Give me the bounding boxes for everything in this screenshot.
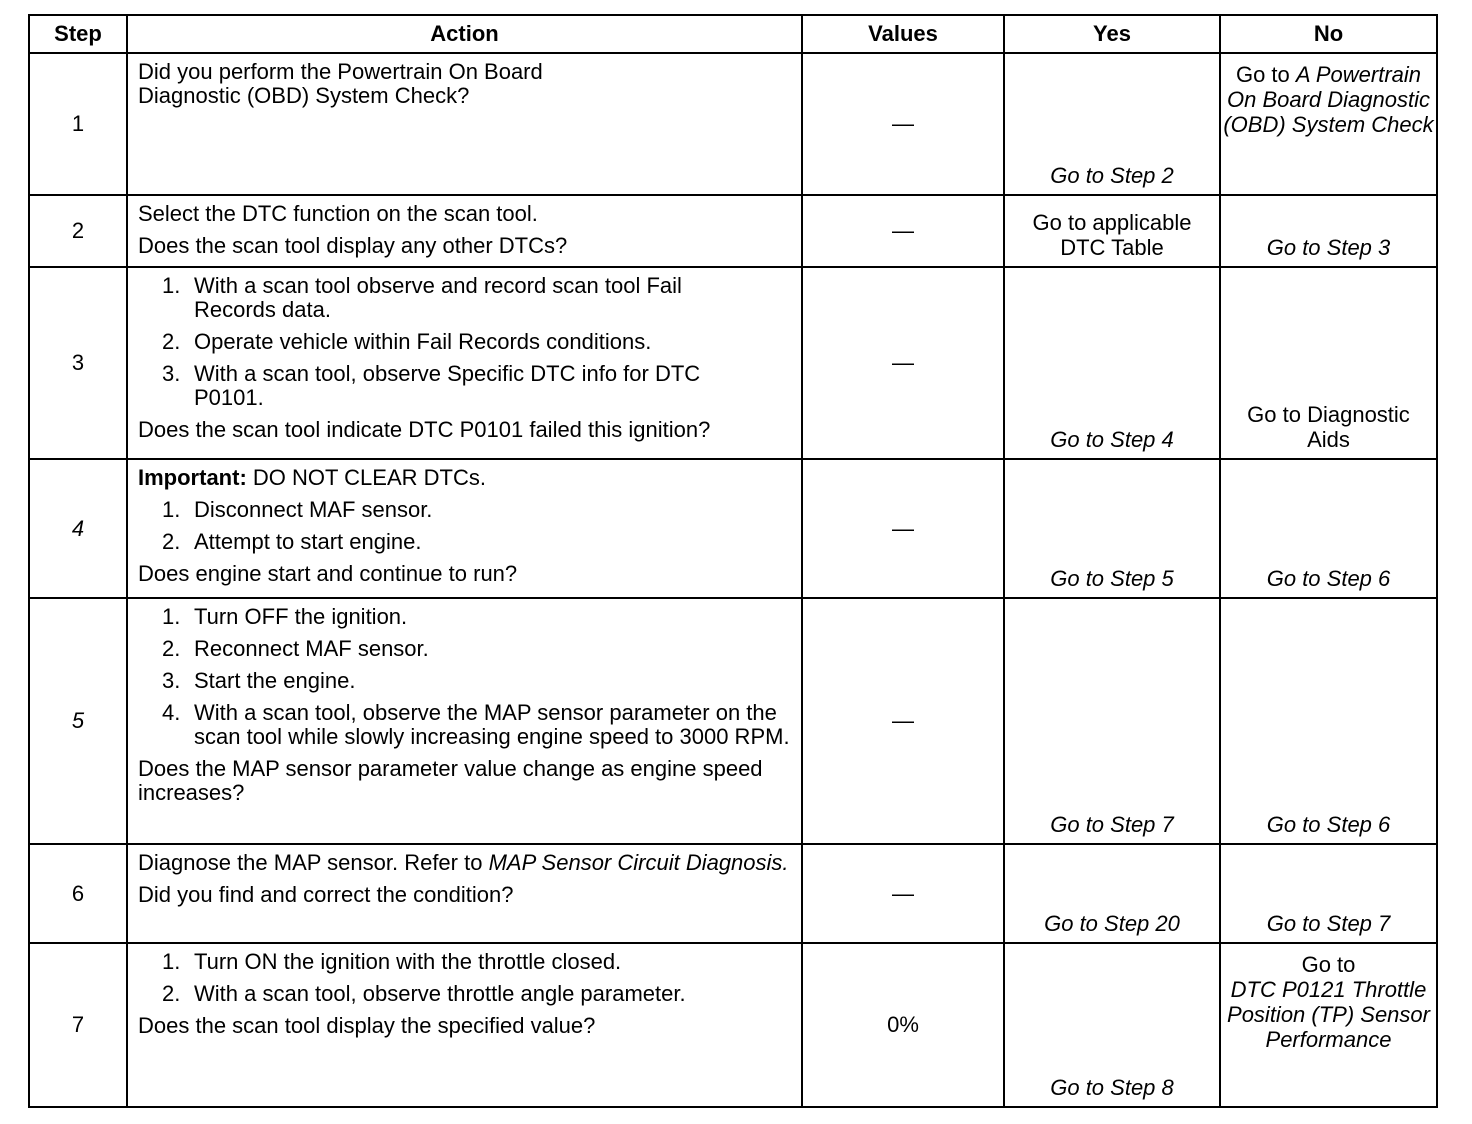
action-question: Does the scan tool display any other DTCs?: [138, 233, 568, 258]
action-steps: [138, 605, 793, 749]
no-cell[interactable]: Go to Step 7: [1220, 844, 1437, 943]
no-cell[interactable]: Go to Step 6: [1220, 598, 1437, 844]
important-note: [138, 466, 793, 490]
list-item: 3. Start the engine.: [162, 668, 356, 693]
action-steps: [138, 274, 793, 410]
values-cell: —: [802, 53, 1004, 195]
values-cell: —: [802, 195, 1004, 267]
action-question: Does the scan tool indicate DTC P0101 failed this ignition?: [138, 417, 711, 442]
no-cell[interactable]: [1220, 53, 1437, 195]
no-cell[interactable]: Go to Diagnostic Aids: [1220, 267, 1437, 459]
action-cell: [127, 459, 802, 598]
no-link[interactable]: DTC P0121 Throttle Position (TP) Sensor Performance: [1227, 977, 1430, 1052]
table-row: [29, 598, 1437, 844]
header-step: Step: [29, 15, 127, 53]
no-cell[interactable]: Go to Step 3: [1220, 195, 1437, 267]
yes-cell[interactable]: Go to Step 7: [1004, 598, 1220, 844]
diagnostic-table-container: [28, 14, 1438, 1108]
action-line: Select the DTC function on the scan tool.: [138, 201, 538, 226]
no-prefix: Go to: [1301, 952, 1356, 977]
table-row: [29, 844, 1437, 943]
step-number: 6: [29, 844, 127, 943]
values-cell: —: [802, 459, 1004, 598]
action-cell: [127, 844, 802, 943]
action-question: Does engine start and continue to run?: [138, 561, 518, 586]
list-item: 1. Disconnect MAF sensor.: [162, 497, 433, 522]
yes-cell[interactable]: Go to Step 20: [1004, 844, 1220, 943]
list-item: 2. Reconnect MAF sensor.: [162, 636, 429, 661]
list-item: 2. With a scan tool, observe throttle angle parameter.: [162, 981, 686, 1006]
list-item: 2. Operate vehicle within Fail Records conditions.: [162, 329, 652, 354]
list-item: 1. With a scan tool observe and record scan tool Fail Records data.: [162, 273, 682, 322]
action-text: [138, 851, 793, 875]
step-number: 1: [29, 53, 127, 195]
step-number: 2: [29, 195, 127, 267]
action-prefix: Diagnose the MAP sensor. Refer to: [138, 850, 483, 875]
values-cell: 0%: [802, 943, 1004, 1107]
action-steps: [138, 950, 793, 1006]
header-yes: Yes: [1004, 15, 1220, 53]
diagnostic-table: [28, 14, 1438, 1108]
yes-cell[interactable]: Go to Step 5: [1004, 459, 1220, 598]
action-question: Did you find and correct the condition?: [138, 882, 514, 907]
header-values: Values: [802, 15, 1004, 53]
important-text: DO NOT CLEAR DTCs.: [252, 465, 486, 490]
table-row: [29, 195, 1437, 267]
step-number: 5: [29, 598, 127, 844]
no-prefix: Go to: [1235, 62, 1290, 87]
header-no: No: [1220, 15, 1437, 53]
table-row: [29, 53, 1437, 195]
yes-cell[interactable]: Go to Step 4: [1004, 267, 1220, 459]
list-item: 1. Turn ON the ignition with the throttle closed.: [162, 949, 622, 974]
yes-cell[interactable]: Go to Step 8: [1004, 943, 1220, 1107]
list-item: 2. Attempt to start engine.: [162, 529, 422, 554]
yes-cell[interactable]: Go to applicable DTC Table: [1004, 195, 1220, 267]
action-question: Does the scan tool display the specified value?: [138, 1013, 596, 1038]
no-link[interactable]: A Powertrain On Board Diagnostic (OBD) System Check: [1223, 62, 1434, 137]
list-item: 3. With a scan tool, observe Specific DTC info for DTC P0101.: [162, 361, 701, 410]
important-label: Important:: [138, 465, 247, 490]
action-cell: [127, 53, 802, 195]
action-cell: [127, 943, 802, 1107]
values-cell: —: [802, 267, 1004, 459]
step-number: 4: [29, 459, 127, 598]
step-number: 7: [29, 943, 127, 1107]
list-item: 1. Turn OFF the ignition.: [162, 604, 408, 629]
list-item: 4. With a scan tool, observe the MAP sensor parameter on the scan tool while slowly increasing engine speed to 3000 RPM.: [162, 700, 790, 749]
action-question: Does the MAP sensor parameter value change as engine speed increases?: [138, 756, 763, 805]
action-cell: [127, 267, 802, 459]
no-cell[interactable]: [1220, 943, 1437, 1107]
values-cell: —: [802, 598, 1004, 844]
action-text: Did you perform the Powertrain On Board Diagnostic (OBD) System Check?: [138, 59, 543, 108]
header-action: Action: [127, 15, 802, 53]
action-steps: [138, 498, 793, 554]
action-cell: [127, 195, 802, 267]
step-number: 3: [29, 267, 127, 459]
reference-link[interactable]: MAP Sensor Circuit Diagnosis.: [488, 850, 789, 875]
table-row: [29, 459, 1437, 598]
table-row: [29, 267, 1437, 459]
table-row: [29, 943, 1437, 1107]
action-cell: [127, 598, 802, 844]
no-cell[interactable]: Go to Step 6: [1220, 459, 1437, 598]
yes-cell[interactable]: Go to Step 2: [1004, 53, 1220, 195]
values-cell: —: [802, 844, 1004, 943]
header-row: [29, 15, 1437, 53]
